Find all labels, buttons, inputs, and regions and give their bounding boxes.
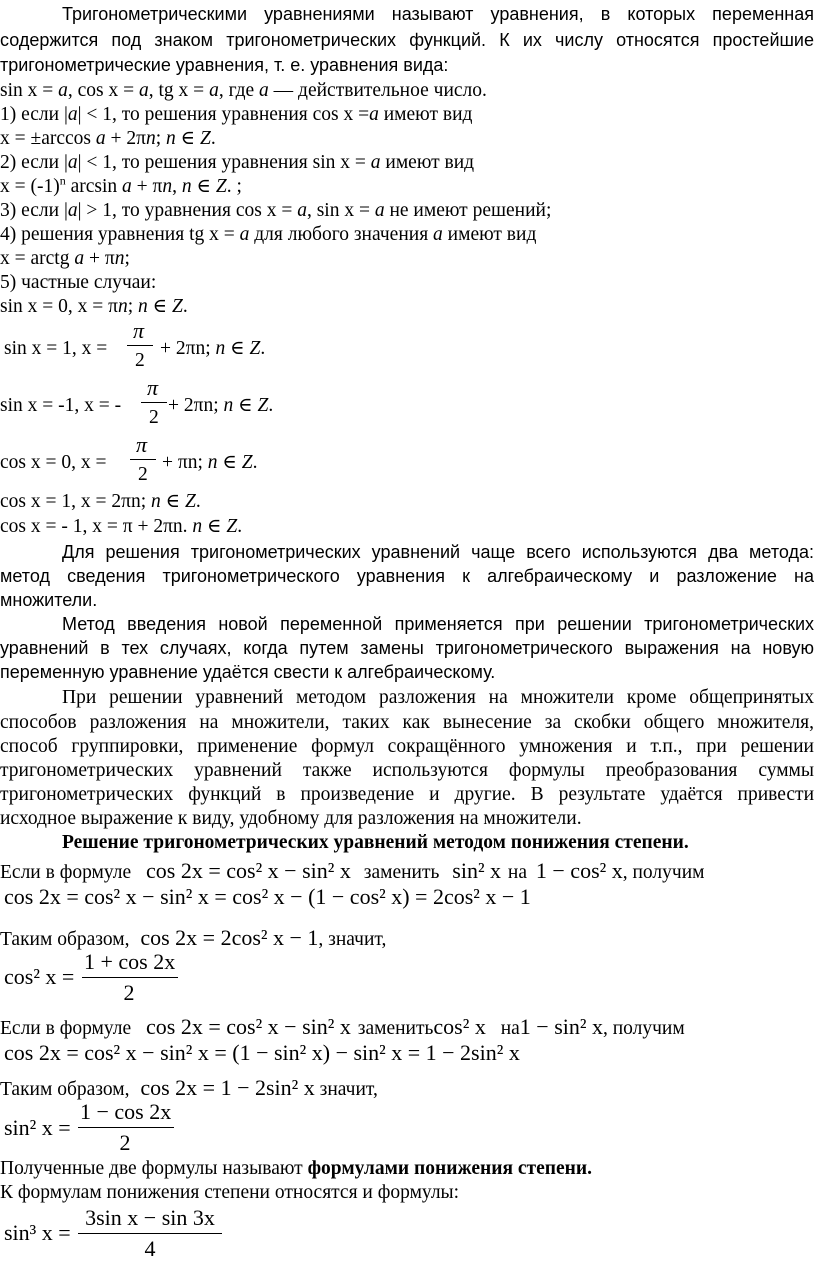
- formula-1-conclusion: Таким образом, cos 2x = 2cos² x − 1, значит,: [0, 925, 387, 950]
- factoring-paragraph-line-2: способов разложения на множители, таких как вынесение за скобки общего множителя,: [0, 712, 814, 733]
- methods-paragraph-line-1: Для решения тригонометрических уравнений чаще всего используются два метода:: [62, 542, 814, 562]
- factoring-paragraph-line-3: способ группировки, применение формул сокращённого умножения и т.п., при решении: [0, 736, 814, 757]
- case-4-formula: x = arctg a + πn;: [0, 248, 130, 269]
- conclusion-line-1: Полученные две формулы называют формулами понижения степени.: [0, 1158, 592, 1179]
- case-2-formula: $x = (-1)^n$ arcsin a + πn, n ∈ Z. ;: [0, 173, 242, 197]
- formula-2-identity: cos 2x = cos² x − sin² x: [146, 1014, 351, 1039]
- factoring-paragraph-line-5: тригонометрических функций в произведение и другие. В результате удаётся привести: [0, 784, 814, 805]
- formula-1-replaced: sin² x: [452, 858, 502, 883]
- special-cos-0-fraction-bar: [130, 459, 156, 460]
- special-sin-1-fraction-bar: [127, 345, 153, 346]
- cos-squared-numerator: 1 + cos 2x: [84, 949, 176, 974]
- substitution-paragraph-line-3: переменную уравнение удаётся свести к алгебраическому.: [0, 662, 496, 682]
- special-cos-0-numerator: π: [136, 432, 148, 457]
- formula-1-derivation: cos 2x = cos² x − sin² x = cos² x − (1 − cos² x) = 2cos² x − 1: [4, 884, 531, 909]
- special-sin-minus-1-denominator: 2: [149, 407, 159, 428]
- formula-2-replaced: cos² x: [433, 1014, 486, 1039]
- intro-line-1: Тригонометрическими уравнениями называют уравнения, в которых переменная: [62, 4, 814, 24]
- methods-paragraph-line-2: метод сведения тригонометрического уравнения к алгебраическому и разложение на: [0, 566, 814, 586]
- formula-2-conclusion: Таким образом, cos 2x = 1 − 2sin² x значит,: [0, 1075, 378, 1100]
- sin-squared-fraction-bar: [78, 1127, 174, 1128]
- case-1-text: 1) если |a| < 1, то решения уравнения cos x =a имеют вид: [0, 104, 473, 125]
- special-sin-minus-1: sin x = -1, x = -: [0, 395, 122, 416]
- case-5-heading: 5) частные случаи:: [0, 272, 157, 293]
- factoring-paragraph-line-6: исходное выражение к виду, удобному для разложения на множители.: [0, 808, 582, 829]
- methods-paragraph-line-3: множители.: [0, 590, 98, 610]
- cos-squared-lhs: cos² x =: [4, 964, 75, 989]
- special-cos-1: cos x = 1, x = 2πn; n ∈ Z.: [0, 491, 201, 512]
- formula-1-replacement: 1 − cos² x: [535, 858, 623, 883]
- special-sin-1-rest: + 2πn; n ∈ Z.: [160, 338, 266, 359]
- sin-squared-numerator: 1 − cos 2x: [80, 1099, 172, 1124]
- substitution-paragraph-line-2: уравнений в тех случаях, когда путем замены тригонометрического выражения на новую: [0, 638, 814, 658]
- formula-1-identity: cos 2x = cos² x − sin² x: [146, 858, 351, 883]
- special-sin-1: sin x = 1, x =: [4, 338, 108, 359]
- sin-cubed-numerator: 3sin x − sin 3x: [85, 1205, 215, 1230]
- sin-cubed-lhs: sin³ x =: [4, 1220, 71, 1245]
- factoring-paragraph-line-4: тригонометрических уравнений также используются формулы преобразования суммы: [0, 760, 814, 781]
- sin-cubed-fraction-bar: [78, 1233, 222, 1234]
- special-sin-minus-1-rest: + 2πn; n ∈ Z.: [168, 395, 274, 416]
- special-cos-0: cos x = 0, x =: [0, 452, 107, 473]
- formula-1-result: cos 2x = 2cos² x − 1: [140, 925, 319, 950]
- intro-line-3: тригонометрические уравнения, т. е. уравнения вида:: [0, 55, 449, 75]
- special-sin-0: sin x = 0, x = πn; n ∈ Z.: [0, 296, 188, 317]
- case-3-text: 3) если |a| > 1, то уравнения cos x = a, sin x = a не имеют решений;: [0, 200, 552, 221]
- special-cos-0-denominator: 2: [138, 464, 148, 485]
- special-sin-minus-1-fraction-bar: [141, 402, 167, 403]
- substitution-paragraph-line-1: Метод введения новой переменной применяется при решении тригонометрических: [62, 614, 814, 634]
- case-2-text: 2) если |a| < 1, то решения уравнения sin x = a имеют вид: [0, 152, 475, 173]
- case-1-formula: x = ±arccos a + 2πn; n ∈ Z.: [0, 128, 216, 149]
- power-reduction-term: формулами понижения степени.: [307, 1158, 592, 1179]
- cos-squared-denominator: 2: [123, 980, 135, 1005]
- sin-cubed-denominator: 4: [144, 1236, 156, 1261]
- case-4-text: 4) решения уравнения tg x = a для любого значения a имеют вид: [0, 224, 537, 245]
- sin-squared-lhs: sin² x =: [4, 1115, 71, 1140]
- special-sin-1-denominator: 2: [135, 350, 145, 371]
- sin-squared-denominator: 2: [119, 1130, 131, 1155]
- formula-2-replacement: 1 − sin² x: [519, 1014, 603, 1039]
- simple-equations-line: sin x = a, cos x = a, tg x = a, где a — действительное число.: [0, 80, 487, 101]
- section-heading: Решение тригонометрических уравнений методом понижения степени.: [62, 832, 689, 853]
- special-sin-minus-1-numerator: π: [147, 375, 159, 400]
- cos-squared-fraction-bar: [82, 977, 178, 978]
- formula-2-result: cos 2x = 1 − 2sin² x: [140, 1075, 315, 1100]
- factoring-paragraph-line-1: При решении уравнений методом разложения на множители кроме общепринятых: [62, 687, 814, 708]
- intro-line-2: содержится под знаком тригонометрических функций. К их числу относятся простейшие: [0, 30, 814, 50]
- formula-2-intro: Если в формуле cos 2x = cos² x − sin² x заменитьcos² x на1 − sin² x, получим: [0, 1014, 685, 1039]
- special-cos-0-rest: + πn; n ∈ Z.: [162, 452, 258, 473]
- special-sin-1-numerator: π: [133, 318, 145, 343]
- conclusion-line-2: К формулам понижения степени относятся и формулы:: [0, 1182, 460, 1203]
- special-cos-minus-1: cos x = - 1, x = π + 2πn. n ∈ Z.: [0, 516, 243, 537]
- formula-1-intro: Если в формуле cos 2x = cos² x − sin² x заменить sin² x на 1 − cos² x, получим: [0, 858, 705, 883]
- formula-2-derivation: cos 2x = cos² x − sin² x = (1 − sin² x) − sin² x = 1 − 2sin² x: [4, 1040, 520, 1065]
